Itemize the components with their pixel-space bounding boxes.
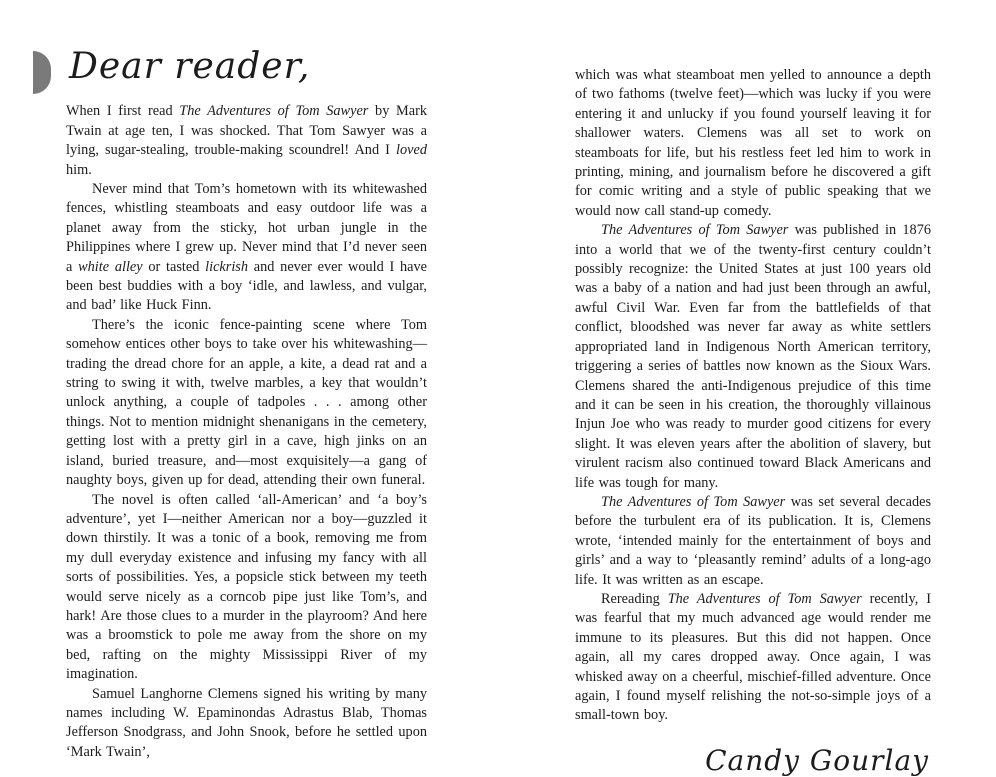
paragraph: The Adventures of Tom Sawyer was set several decades before the turbulent era of its publication. It is, Clemens wrote, ‘intended mainly for the entertainment of boys and girls’ and a way to ‘pleasantly remind’ adults of a long-ago life. It was written as an escape. [575, 493, 932, 588]
left-page [66, 46, 427, 762]
author-signature: Candy Gourlay [705, 743, 929, 777]
paragraph: When I first read The Adventures of Tom Sawyer by Mark Twain at age ten, I was shocked. That Tom Sawyer was a lying, sugar-stealing, trouble-making scoundrel! And I loved him. [66, 103, 428, 178]
paragraph: which was what steamboat men yelled to announce a depth of two fathoms (twelve feet)—which was lucky if you were entering it and unlucky if you found yourself leaving it for shallower waters. Clemens was all set to work on steamboats for life, but his restless feet led him to work in printing, mining, and journalism before he discovered a gift for comic writing and a style of public speaking that we would now call stand-up comedy. [575, 67, 931, 219]
letter-heading: Dear reader, [69, 46, 311, 87]
paragraph: Never mind that Tom’s hometown with its whitewashed fences, whistling steamboats and easy outdoor life was a planet away from the sticky, hot urban jungle in the Philippines where I grew up. Never mind that I’d never seen a white alley or tasted lickrish and never ever would I have been best buddies with a boy ‘idle, and lawless, and vulgar, and bad’ like Huck Finn. [66, 181, 428, 314]
half-circle-page-ornament [33, 51, 51, 94]
paragraph: Samuel Langhorne Clemens signed his writing by many names including W. Epaminondas Adrastus Blab, Thomas Jefferson Snodgrass, and John Snook, before he settled upon ‘Mark Twain’, [66, 685, 427, 760]
paragraph: There’s the iconic fence-painting scene where Tom somehow entices other boys to take over his whitewashing—trading the dread chore for an apple, a kite, a dead rat and a string to swing it with, twelve marbles, a key that wouldn’t unlock anything, a couple of tadpoles . . . among other things. Not to mention midnight shenanigans in the cemetery, getting lost with a pretty girl in a cave, high jinks on an island, buried treasure, and—most exquisitely—a gang of naughty boys, given up for dead, attending their own funeral. [66, 316, 427, 489]
right-page [575, 66, 931, 777]
paragraph: The Adventures of Tom Sawyer was published in 1876 into a world that we of the twenty-first century couldn’t possibly recognize: the United States at just 100 years old was a baby of a nation and had just been through an awful, awful Civil War. Even far from the battlefields of that conflict, bloodshed was never far away as white settlers appropriated land in Indigenous North American territory, triggering a series of battles now known as the Sioux Wars. Clemens shared the anti-Indigenous prejudice of this time and it can be seen in his creation, the thoroughly villainous Injun Joe who was ready to murder good citizens for every slight. It was eleven years after the abolition of slavery, but virulent racism also continued toward Black Americans and life was tough for many. [575, 222, 931, 491]
paragraph: Rereading The Adventures of Tom Sawyer recently, I was fearful that my much advanced age would render me immune to its pleasures. But this did not happen. Once again, all my cares dropped away. Once again, I was whisked away on a cheerful, mischief-filled adventure. Once again, I found myself relishing the not-so-simple joys of a small-town boy. [575, 590, 931, 724]
left-page-text [66, 102, 427, 762]
paragraph: The novel is often called ‘all-American’ and ‘a boy’s adventure’, yet I—neither American nor a boy—guzzled it down thirstily. It was a tonic of a book, removing me from my dull everyday existence and infusing my fancy with all sorts of possibilities. Yes, a popsicle stick between my teeth would serve nicely as a corncob pipe just like Tom’s, and hark! Are those clues to a murder in the playroom? And here was a broomstick to pole me away from the shore on my bed, rafting on the mighty Mississippi River of my imagination. [66, 491, 427, 683]
right-page-text [575, 66, 931, 726]
